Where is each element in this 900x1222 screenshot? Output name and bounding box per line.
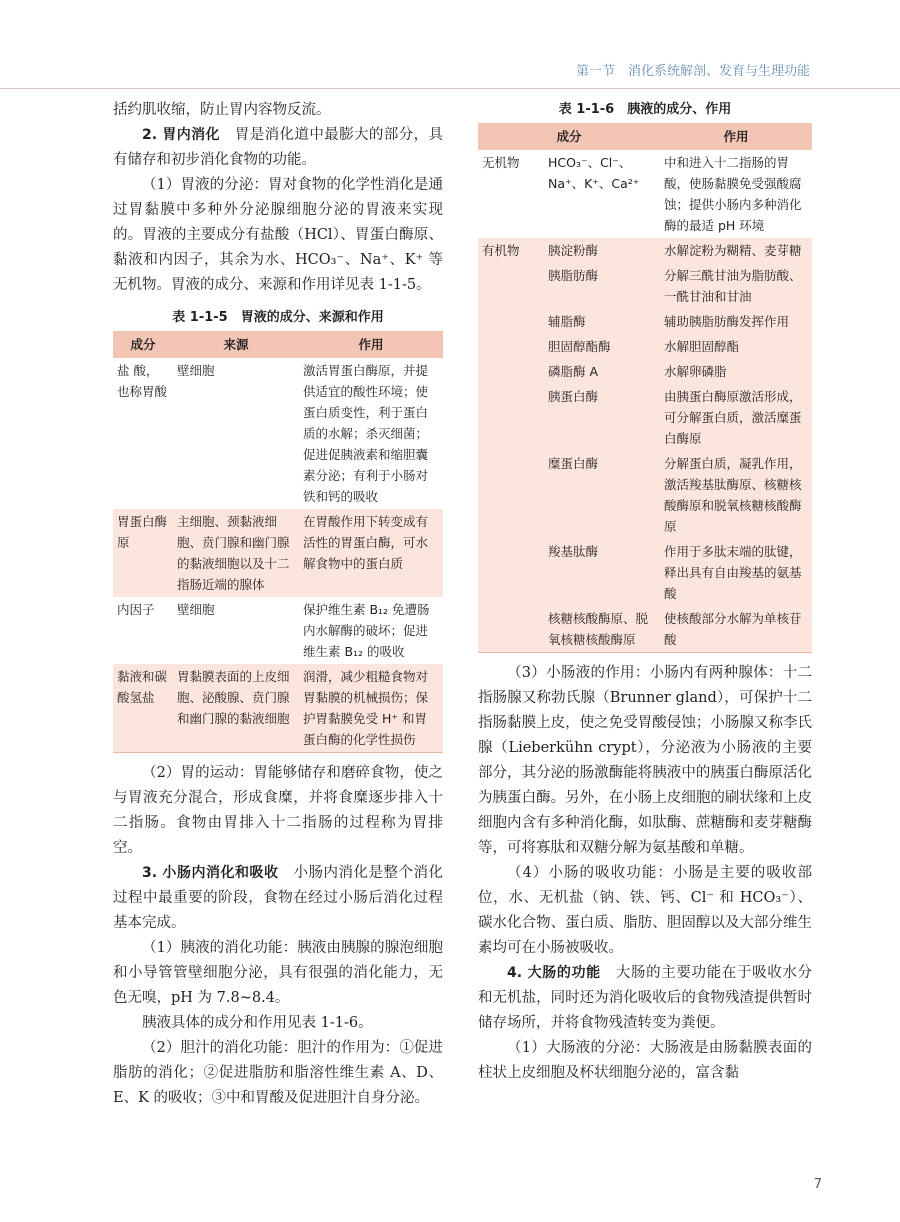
- table-cell: 由胰蛋白酶原激活形成，可分解蛋白质，激活糜蛋白酶原: [660, 384, 812, 451]
- section-heading: 2. 胃内消化: [142, 127, 220, 143]
- table-row: [478, 606, 812, 653]
- table-cell: 胃黏膜表面的上皮细胞、泌酸腺、贲门腺和幽门腺的黏液细胞: [173, 664, 299, 753]
- table-cell: 无机物: [482, 155, 520, 170]
- table-cell: [478, 309, 544, 334]
- table-cell: 有机物: [478, 238, 544, 263]
- table-cell: 中和进入十二指肠的胃酸，使肠黏膜免受强酸腐蚀；提供小肠内多种消化酶的最适 pH 环境: [664, 155, 802, 233]
- table-cell: 胃蛋白酶原: [113, 509, 173, 597]
- table-row: [478, 451, 812, 539]
- gastric-juice-table: [113, 331, 443, 753]
- table-cell: 水解淀粉为糊精、麦芽糖: [660, 238, 812, 263]
- table-cell: 羧基肽酶: [544, 539, 660, 606]
- table-cell: 磷脂酶 A: [544, 359, 660, 384]
- table-cell: 胰脂肪酶: [544, 263, 660, 309]
- table-cell: 主细胞、颈黏液细胞、贲门腺和幽门腺的黏液细胞以及十二指肠近端的腺体: [173, 509, 299, 597]
- table-cell: 激活胃蛋白酶原，并提供适宜的酸性环境；使蛋白质变性，利于蛋白质的水解；杀灭细菌；促进促胰液素和缩胆囊素分泌；有利于小肠对铁和钙的吸收: [303, 363, 429, 504]
- table-cell: HCO₃⁻、Cl⁻、Na⁺、K⁺、Ca²⁺: [548, 155, 640, 191]
- table-cell: 水解胆固醇酯: [660, 334, 812, 359]
- table-row: [478, 334, 812, 359]
- table-cell: 胆固醇酯酶: [544, 334, 660, 359]
- section-heading: 3. 小肠内消化和吸收: [142, 865, 279, 881]
- table-row: [478, 539, 812, 606]
- table-cell: 辅脂酶: [544, 309, 660, 334]
- left-column: [113, 98, 443, 1111]
- paragraph-intestinal-juice: （3）小肠液的作用：小肠内有两种腺体：十二指肠腺又称勃氏腺（Brunner gland），可保护十二指肠黏膜上皮，使之免受胃酸侵蚀；小肠腺又称李氏腺（Lieberkühn crypt），分泌液为小肠液的主要部分，其分泌的肠激酶能将胰液中的胰蛋白酶原活化为胰蛋白酶。另外，在小肠上皮细胞的刷状缘和上皮细胞内含有多种消化酶，如肽酶、蔗糖酶和麦芽糖酶等，可将寡肽和双糖分解为氨基酸和单糖。: [478, 665, 812, 856]
- table-cell: 在胃酸作用下转变成有活性的胃蛋白酶，可水解食物中的蛋白质: [299, 509, 443, 597]
- paragraph-gastric-secretion: （1）胃液的分泌：胃对食物的化学性消化是通过胃黏膜中多种外分泌腺细胞分泌的胃液来实现的。胃液的主要成分有盐酸（HCl）、胃蛋白酶原、黏液和内因子，其余为水、HCO₃⁻、Na⁺、K⁺ 等无机物。胃液的成分、来源和作用详见表 1-1-5。: [113, 177, 443, 293]
- table-header: 成分: [478, 123, 660, 150]
- paragraph-large-intestine-secretion: （1）大肠液的分泌：大肠液是由肠黏膜表面的柱状上皮细胞及杯状细胞分泌的，富含黏: [478, 1040, 812, 1081]
- paragraph-bile: （2）胆汁的消化功能：胆汁的作用为：①促进脂肪的消化；②促进脂肪和脂溶性维生素 A、D、E、K 的吸收；③中和胃酸及促进胆汁自身分泌。: [113, 1040, 443, 1106]
- paragraph-sphincter: 括约肌收缩，防止胃内容物反流。: [113, 102, 331, 118]
- table-cell: 分解三酰甘油为脂肪酸、一酰甘油和甘油: [660, 263, 812, 309]
- table-cell: 水解卵磷脂: [660, 359, 812, 384]
- table-cell: [478, 384, 544, 451]
- table-cell: 保护维生素 B₁₂ 免遭肠内水解酶的破坏；促进维生素 B₁₂ 的吸收: [303, 602, 430, 659]
- table-cell: 使核酸部分水解为单核苷酸: [660, 606, 812, 653]
- table-cell: [478, 334, 544, 359]
- running-header: 第一节 消化系统解剖、发育与生理功能: [575, 64, 810, 79]
- table-header: 来源: [173, 331, 299, 358]
- paragraph-pancreatic-ref: 胰液具体的成分和作用见表 1-1-6。: [142, 1015, 373, 1031]
- table-row: [478, 263, 812, 309]
- table-row: [478, 238, 812, 263]
- table-cell: 胰蛋白酶: [544, 384, 660, 451]
- table-row: [478, 359, 812, 384]
- table-row: [113, 358, 443, 509]
- right-column: [478, 98, 812, 1086]
- table-cell: [478, 359, 544, 384]
- table-header: 成分: [113, 331, 173, 358]
- table-cell: [478, 606, 544, 653]
- table-caption: 表 1-1-6 胰液的成分、作用: [558, 102, 732, 117]
- paragraph-absorption: （4）小肠的吸收功能：小肠是主要的吸收部位，水、无机盐（钠、铁、钙、Cl⁻ 和 HCO₃⁻）、碳水化合物、蛋白质、脂肪、胆固醇以及大部分维生素均可在小肠被吸收。: [478, 865, 812, 956]
- table-cell: 壁细胞: [177, 602, 215, 617]
- table-row: [478, 309, 812, 334]
- table-cell: 核糖核酸酶原、脱氧核糖核酸酶原: [544, 606, 660, 653]
- table-cell: [478, 263, 544, 309]
- table-header: 作用: [299, 331, 443, 358]
- table-cell: 辅助胰脂肪酶发挥作用: [660, 309, 812, 334]
- page-number: 7: [813, 1177, 822, 1192]
- table-header: 作用: [660, 123, 812, 150]
- table-cell: 分解蛋白质，凝乳作用，激活羧基肽酶原、核糖核酸酶原和脱氧核糖核酸酶原: [660, 451, 812, 539]
- paragraph-gastric-motility: （2）胃的运动：胃能够储存和磨碎食物，使之与胃液充分混合，形成食糜，并将食糜逐步排入十二指肠。食物由胃排入十二指肠的过程称为胃排空。: [113, 765, 443, 856]
- section-gastric-digestion: 2. 胃内消化 胃是消化道中最膨大的部分，具有储存和初步消化食物的功能。: [113, 127, 444, 168]
- table-row: [478, 150, 812, 238]
- table-cell: 糜蛋白酶: [544, 451, 660, 539]
- table-cell: 润滑，减少粗糙食物对胃黏膜的机械损伤；保护胃黏膜免受 H⁺ 和胃蛋白酶的化学性损伤: [299, 664, 443, 753]
- table-row: [113, 509, 443, 597]
- table-row: [478, 384, 812, 451]
- table-cell: [478, 451, 544, 539]
- header-divider: [0, 88, 900, 89]
- table-cell: 壁细胞: [177, 363, 215, 378]
- paragraph-pancreatic-juice: （1）胰液的消化功能：胰液由胰腺的腺泡细胞和小导管管壁细胞分泌，具有很强的消化能力，无色无嗅，pH 为 7.8~8.4。: [113, 940, 443, 1006]
- table-cell: 胰淀粉酶: [544, 238, 660, 263]
- table-cell: 作用于多肽末端的肽键，释出具有自由羧基的氨基酸: [660, 539, 812, 606]
- table-cell: 内因子: [117, 602, 155, 617]
- pancreatic-juice-table: [478, 123, 812, 653]
- section-heading: 4. 大肠的功能: [507, 965, 601, 981]
- section-small-intestine: 3. 小肠内消化和吸收 小肠内消化是整个消化过程中最重要的阶段，食物在经过小肠后消化过程基本完成。: [113, 865, 444, 931]
- table-cell: 黏液和碳酸氢盐: [113, 664, 173, 753]
- table-caption: 表 1-1-5 胃液的成分、来源和作用: [172, 310, 384, 325]
- section-large-intestine: 4. 大肠的功能 大肠的主要功能在于吸收水分和无机盐，同时还为消化吸收后的食物残渣提供暂时储存场所，并将食物残渣转变为粪便。: [478, 965, 813, 1031]
- table-cell: [478, 539, 544, 606]
- table-row: [113, 664, 443, 753]
- table-cell: 盐 酸，也称胃酸: [117, 363, 168, 399]
- table-row: [113, 597, 443, 664]
